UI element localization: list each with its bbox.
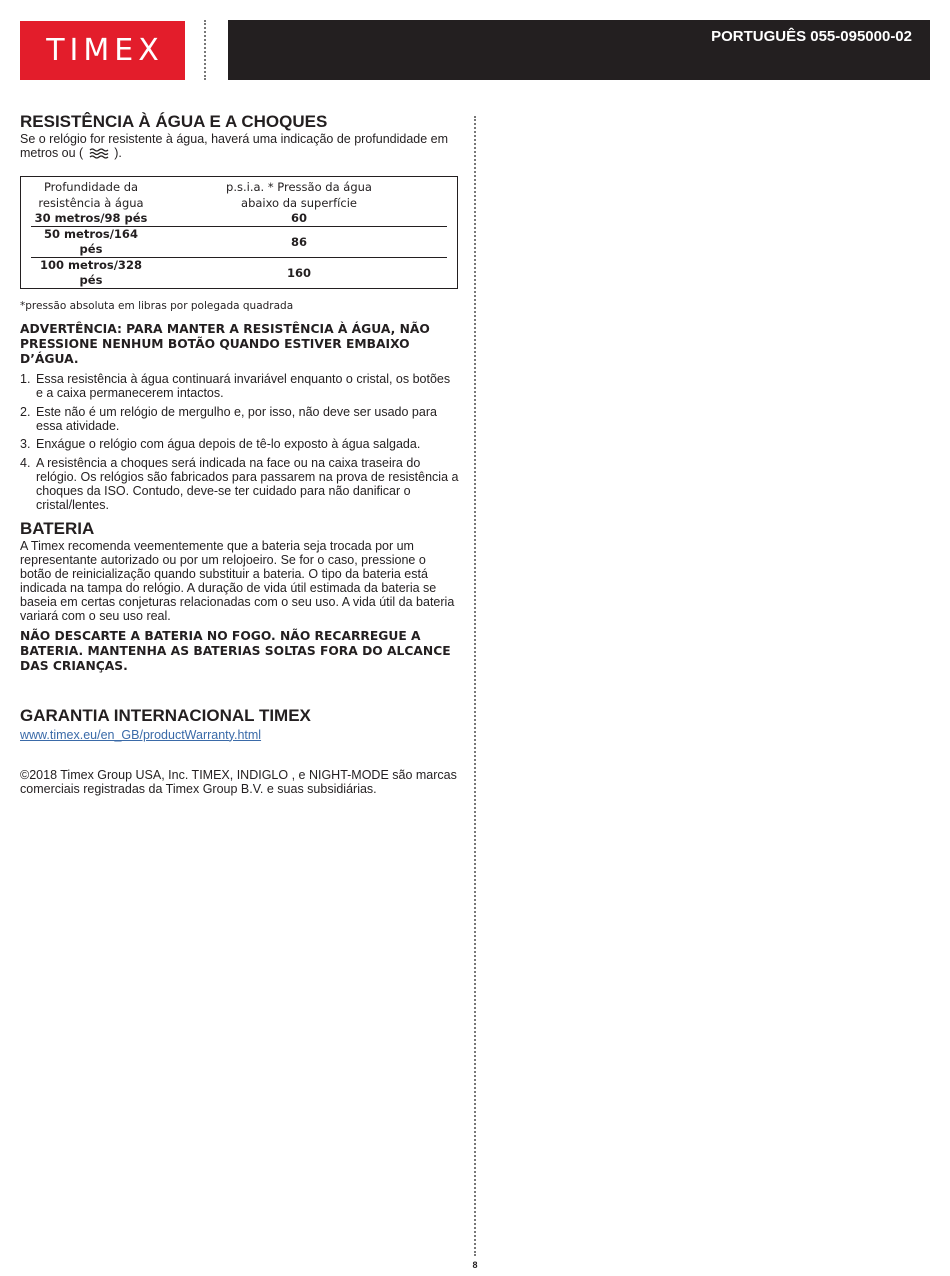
language-code: PORTUGUÊS 055-095000-02 bbox=[711, 28, 912, 45]
header-dotted-divider bbox=[204, 20, 206, 80]
water-resistance-title: RESISTÊNCIA À ÁGUA E A CHOQUES bbox=[20, 112, 328, 131]
header-bar bbox=[228, 20, 930, 80]
list-item: 4. A resistência a choques será indicada na face ou na caixa traseira do relógio. Os relógios são fabricados para passarem na prova de resistência a choques da ISO. Contudo, deve-se ter cuidado para não danificar o cristal/lentes. bbox=[20, 455, 459, 512]
header-depth: Profundidade da resistência à água bbox=[38, 180, 144, 210]
depth-cell: 50 metros/164 pés bbox=[31, 227, 151, 258]
list-item: 3. Enxágue o relógio com água depois de tê-lo exposto à água salgada. bbox=[20, 437, 421, 451]
water-resistance-table bbox=[20, 176, 458, 289]
waves-icon bbox=[89, 148, 109, 159]
logo-text: TIMEX bbox=[46, 33, 164, 68]
list-item: 2. Este não é um relógio de mergulho e, por isso, não deve ser usado para essa atividade. bbox=[20, 404, 437, 433]
column-dotted-divider bbox=[474, 116, 476, 1256]
main-column bbox=[20, 112, 460, 796]
page-number: 8 bbox=[472, 1260, 478, 1270]
water-intro-end: ). bbox=[114, 146, 122, 160]
psia-cell: 86 bbox=[151, 227, 447, 258]
water-intro bbox=[20, 132, 460, 160]
warranty-link[interactable]: www.timex.eu/en_GB/productWarranty.html bbox=[20, 727, 262, 742]
table-header-row bbox=[31, 177, 447, 211]
psia-cell: 60 bbox=[151, 211, 447, 227]
battery-text: A Timex recomenda veementemente que a bateria seja trocada por um representante autorizado ou por um relojoeiro. Se for o caso, pressione o botão de reinicialização quando substituir a bateria. O tipo da bateria está indicada na tampa do relógio. A duração de vida útil estimada da bateria se baseia em certas conjeturas relacionadas com o seu uso. A vida útil da bateria variará com o seu uso real. bbox=[20, 538, 455, 623]
water-warning: ADVERTÊNCIA: PARA MANTER A RESISTÊNCIA À ÁGUA, NÃO PRESSIONE NENHUM BOTÃO QUANDO ESTIVER EMBAIXO D’ÁGUA. bbox=[20, 322, 430, 366]
warranty-title: GARANTIA INTERNACIONAL TIMEX bbox=[20, 705, 311, 725]
depth-cell: 30 metros/98 pés bbox=[31, 211, 151, 227]
water-resistance-list bbox=[20, 372, 460, 512]
list-item: 1. Essa resistência à água continuará invariável enquanto o cristal, os botões e a caixa permanecerem intactos. bbox=[20, 372, 451, 400]
table-row bbox=[31, 258, 447, 288]
battery-warning: NÃO DESCARTE A BATERIA NO FOGO. NÃO RECARREGUE A BATERIA. MANTENHA AS BATERIAS SOLTAS FORA DO ALCANCE DAS CRIANÇAS. bbox=[20, 628, 451, 673]
header-psia: p.s.i.a. * Pressão da água abaixo da superfície bbox=[226, 180, 372, 210]
battery-title: BATERIA bbox=[20, 518, 95, 538]
copyright-text: ©2018 Timex Group USA, Inc. TIMEX, INDIGLO , e NIGHT-MODE são marcas comerciais registradas da Timex Group B.V. e suas subsidiárias. bbox=[20, 767, 457, 796]
timex-logo bbox=[20, 21, 185, 80]
table-row bbox=[31, 211, 447, 227]
psia-cell: 160 bbox=[286, 265, 311, 280]
water-intro-text: Se o relógio for resistente à água, haverá uma indicação de profundidade em metros ou ( bbox=[20, 132, 449, 160]
depth-cell: 100 metros/328 pés bbox=[40, 258, 142, 287]
psia-footnote: *pressão absoluta em libras por polegada quadrada bbox=[20, 300, 294, 312]
table-row bbox=[31, 227, 447, 258]
